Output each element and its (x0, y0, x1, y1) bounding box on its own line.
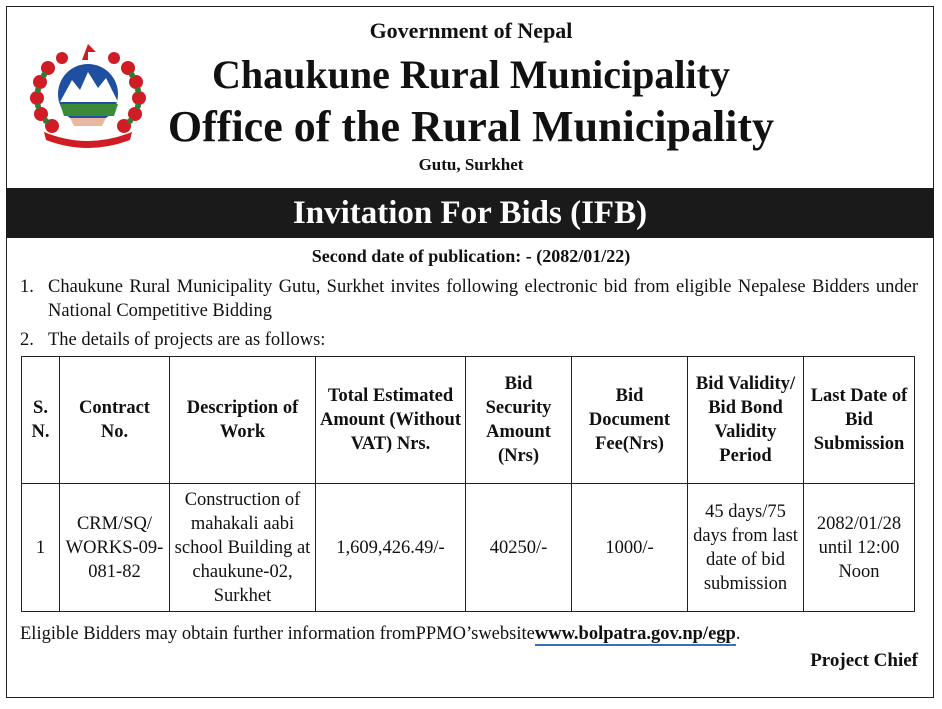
cell-description: Construction of mahakali aabi school Building at chaukune-02, Surkhet (170, 484, 316, 612)
municipality-title: Chaukune Rural Municipality (212, 52, 730, 97)
col-header-estimated-amount: Total Estimated Amount (Without VAT) Nrs. (316, 357, 466, 484)
paragraph-text: Chaukune Rural Municipality Gutu, Surkhet invites following electronic bid from eligible Nepalese Bidders under National Competitive Bidding (48, 277, 918, 321)
col-header-bid-security: Bid Security Amount (Nrs) (466, 357, 572, 484)
ifb-banner: Invitation For Bids (IFB) (6, 188, 934, 238)
office-title: Office of the Rural Municipality (167, 102, 775, 151)
cell-document-fee: 1000/- (572, 484, 688, 612)
location-subtitle: Gutu, Surkhet (418, 155, 524, 174)
col-header-document-fee: Bid Document Fee(Nrs) (572, 357, 688, 484)
footer-period: . (735, 624, 741, 644)
publication-date: Second date of publication: - (2082/01/22) (311, 246, 631, 266)
cell-last-date: 2082/01/28 until 12:00 Noon (804, 484, 915, 612)
paragraph-number: 1. (20, 277, 34, 297)
col-header-last-date: Last Date of Bid Submission (804, 357, 915, 484)
table-header-row (22, 357, 915, 484)
table-row (22, 484, 915, 612)
col-header-contract-no: Contract No. (60, 357, 170, 484)
bids-table (21, 356, 915, 612)
government-heading: Government of Nepal (369, 18, 573, 43)
cell-validity: 45 days/75 days from last date of bid submission (688, 484, 804, 612)
cell-sn: 1 (22, 484, 60, 612)
signature: Project Chief (810, 650, 918, 671)
cell-bid-security: 40250/- (466, 484, 572, 612)
paragraph-number: 2. (20, 330, 34, 350)
paragraph-text: The details of projects are as follows: (48, 330, 326, 350)
cell-contract-no: CRM/SQ/ WORKS-09-081-82 (60, 484, 170, 612)
paragraph-2 (20, 328, 918, 352)
col-header-sn: S. N. (22, 357, 60, 484)
paragraph-1 (20, 275, 918, 323)
footer-text: Eligible Bidders may obtain further information fromPPMO’swebsite (20, 624, 535, 644)
footer-note (20, 624, 740, 645)
col-header-description: Description of Work (170, 357, 316, 484)
cell-estimated-amount: 1,609,426.49/- (316, 484, 466, 612)
bolpatra-link[interactable]: www.bolpatra.gov.np/egp (534, 624, 736, 644)
col-header-validity: Bid Validity/ Bid Bond Validity Period (688, 357, 804, 484)
